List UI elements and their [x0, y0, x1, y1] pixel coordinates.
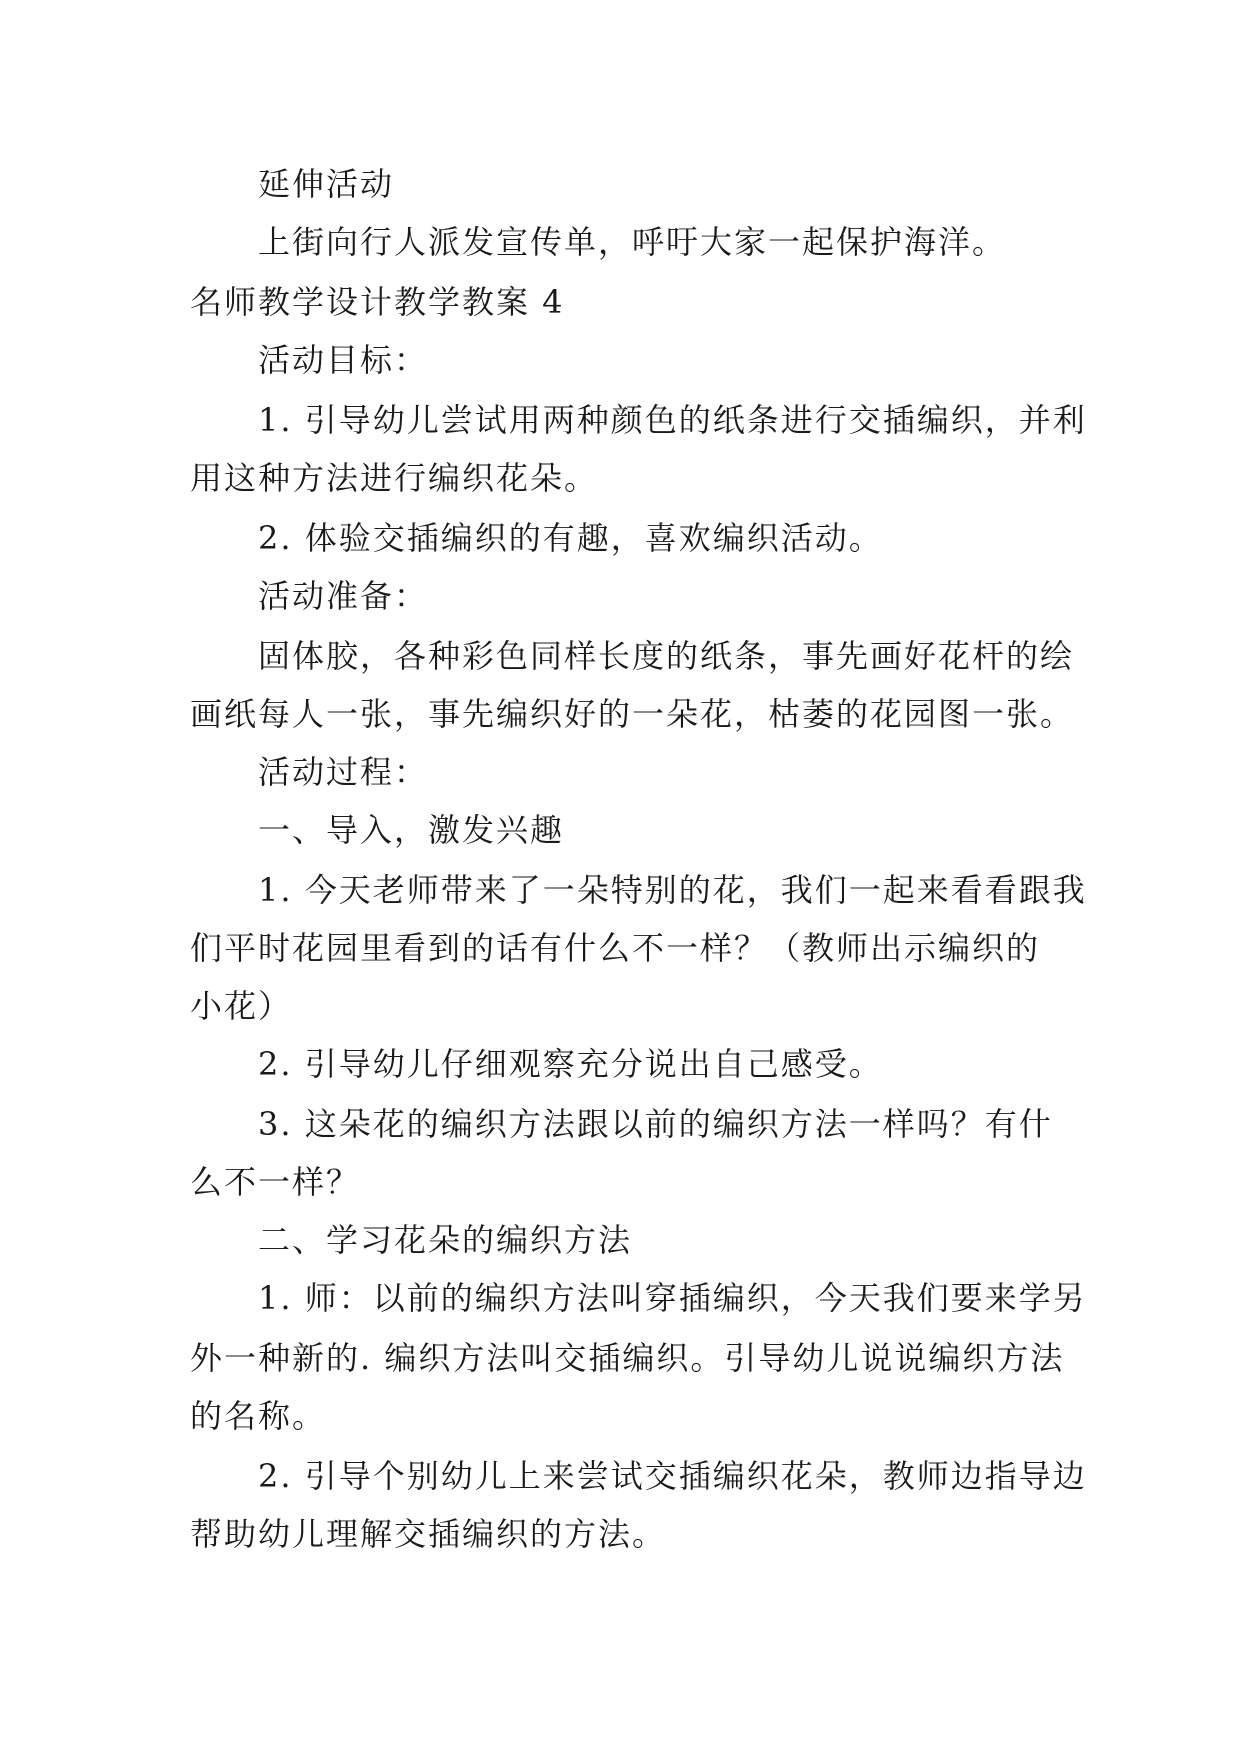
subheading: 二、学习花朵的编织方法 — [258, 1221, 633, 1259]
paragraph-line: 1. 师：以前的编织方法叫穿插编织，今天我们要来学另 — [258, 1279, 1087, 1317]
heading-extension-activity: 延伸活动 — [258, 165, 395, 203]
paragraph-line: 2. 引导幼儿仔细观察充分说出自己感受。 — [258, 1045, 883, 1083]
heading-process: 活动过程： — [258, 753, 429, 791]
subheading: 一、导入，激发兴趣 — [258, 811, 565, 849]
paragraph-line: 帮助幼儿理解交插编织的方法。 — [190, 1515, 667, 1553]
paragraph-line: 外一种新的. 编织方法叫交插编织。引导幼儿说说编织方法 — [190, 1339, 1065, 1377]
paragraph-line: 么不一样？ — [190, 1163, 361, 1201]
paragraph-line: 用这种方法进行编织花朵。 — [190, 459, 599, 497]
paragraph-line: 1. 引导幼儿尝试用两种颜色的纸条进行交插编织，并利 — [258, 401, 1087, 439]
paragraph-line: 3. 这朵花的编织方法跟以前的编织方法一样吗？有什 — [258, 1105, 1053, 1143]
paragraph-line: 的名称。 — [190, 1397, 327, 1435]
paragraph-line: 上街向行人派发宣传单，呼吁大家一起保护海洋。 — [258, 223, 1007, 261]
section-title: 名师教学设计教学教案 4 — [190, 283, 565, 321]
heading-objectives: 活动目标： — [258, 341, 429, 379]
paragraph-line: 画纸每人一张，事先编织好的一朵花，枯萎的花园图一张。 — [190, 695, 1075, 733]
paragraph-line: 2. 体验交插编织的有趣，喜欢编织活动。 — [258, 519, 883, 557]
paragraph-line: 1. 今天老师带来了一朵特别的花，我们一起来看看跟我 — [258, 871, 1087, 909]
paragraph-line: 2. 引导个别幼儿上来尝试交插编织花朵，教师边指导边 — [258, 1457, 1087, 1495]
heading-preparation: 活动准备： — [258, 577, 429, 615]
paragraph-line: 固体胶，各种彩色同样长度的纸条，事先画好花杆的绘 — [258, 637, 1075, 675]
paragraph-line: 们平时花园里看到的话有什么不一样？（教师出示编织的 — [190, 929, 1041, 967]
paragraph-line: 小花） — [190, 987, 293, 1025]
